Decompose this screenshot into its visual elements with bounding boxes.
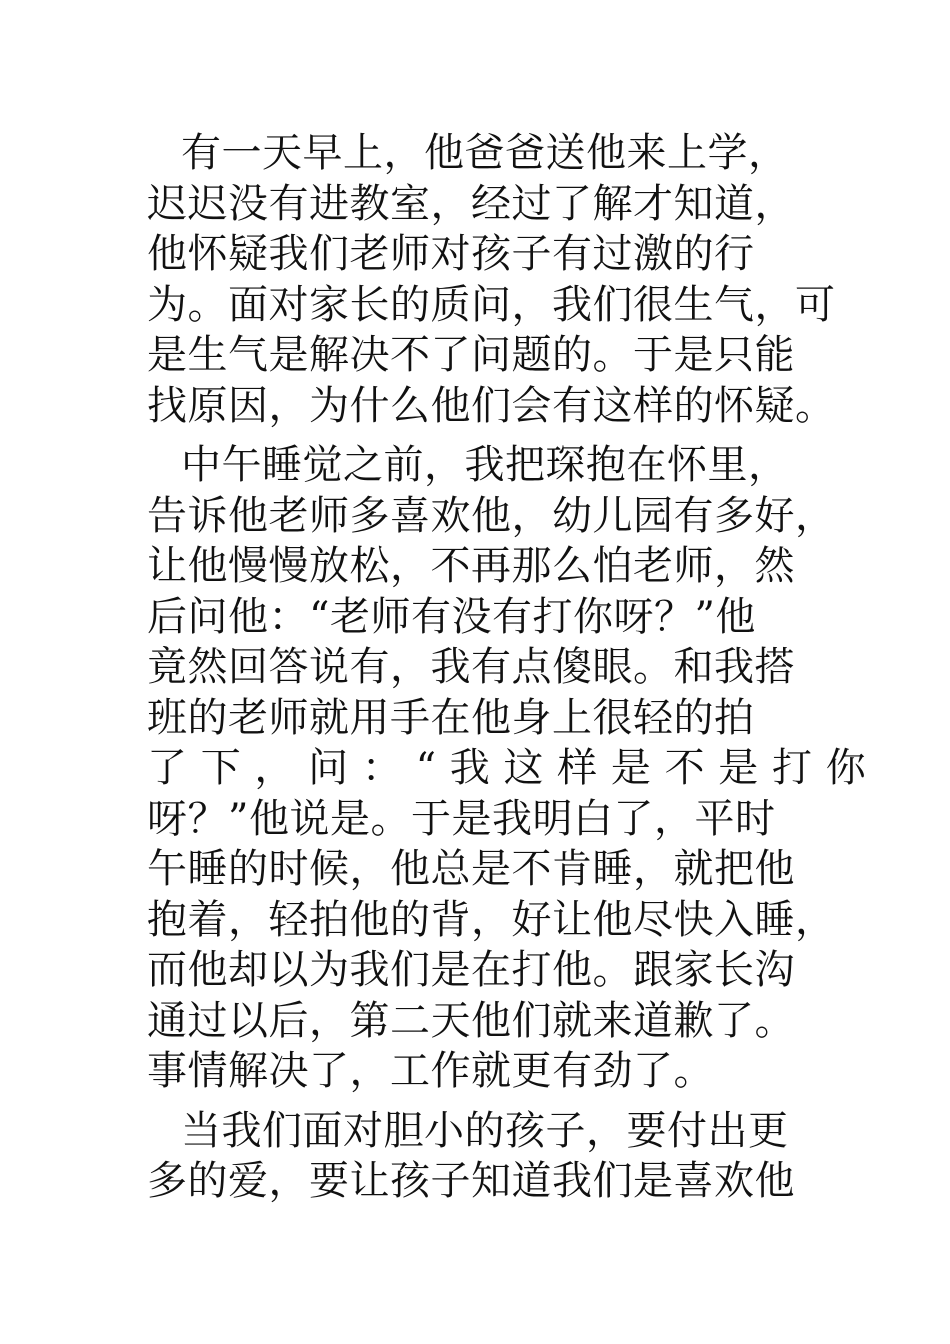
text-line: 了 下 ， 问 ： “ 我 这 样 是 不 是 打 你 <box>147 745 867 791</box>
text-line: 竟然回答说有，我有点傻眼。和我搭 <box>147 644 795 690</box>
text-line: 多的爱，要让孩子知道我们是喜欢他 <box>147 1158 795 1204</box>
text-line: 班的老师就用手在他身上很轻的拍 <box>147 694 755 741</box>
text-line: 抱着，轻拍他的背，好让他尽快入睡， <box>147 896 836 943</box>
text-line: 他怀疑我们老师对孩子有过激的行 <box>147 231 755 277</box>
text-line: 通过以后，第二天他们就来道歉了。 <box>147 997 795 1044</box>
paragraph-2 <box>147 440 867 1097</box>
text-line: 迟迟没有进教室，经过了解才知道， <box>147 180 795 227</box>
text-line: 有一天早上，他爸爸送他来上学， <box>181 130 789 176</box>
text-line: 告诉他老师多喜欢他，幼儿园有多好， <box>147 492 836 539</box>
text-line: 午睡的时候，他总是不肯睡，就把他 <box>147 846 795 892</box>
text-line: 而他却以为我们是在打他。跟家长沟 <box>147 947 795 993</box>
text-line: 让他慢慢放松，不再那么怕老师，然 <box>147 543 795 589</box>
text-line: 中午睡觉之前，我把琛抱在怀里， <box>181 442 789 488</box>
text-line: 后问他：“老师有没有打你呀？”他 <box>147 593 756 640</box>
text-line: 为。面对家长的质问，我们很生气，可 <box>147 281 836 328</box>
text-line: 呀？”他说是。于是我明白了，平时 <box>147 795 776 842</box>
paragraph-1 <box>147 128 836 431</box>
paragraph-3 <box>147 1106 819 1207</box>
text-line: 事情解决了，工作就更有劲了。 <box>147 1048 714 1094</box>
text-line: 是生气是解决不了问题的。于是只能 <box>147 332 795 378</box>
text-line: 找原因，为什么他们会有这样的怀疑。 <box>147 382 836 429</box>
text-line: 当我们面对胆小的孩子，要付出更 <box>181 1107 789 1154</box>
document-page <box>147 128 867 1216</box>
